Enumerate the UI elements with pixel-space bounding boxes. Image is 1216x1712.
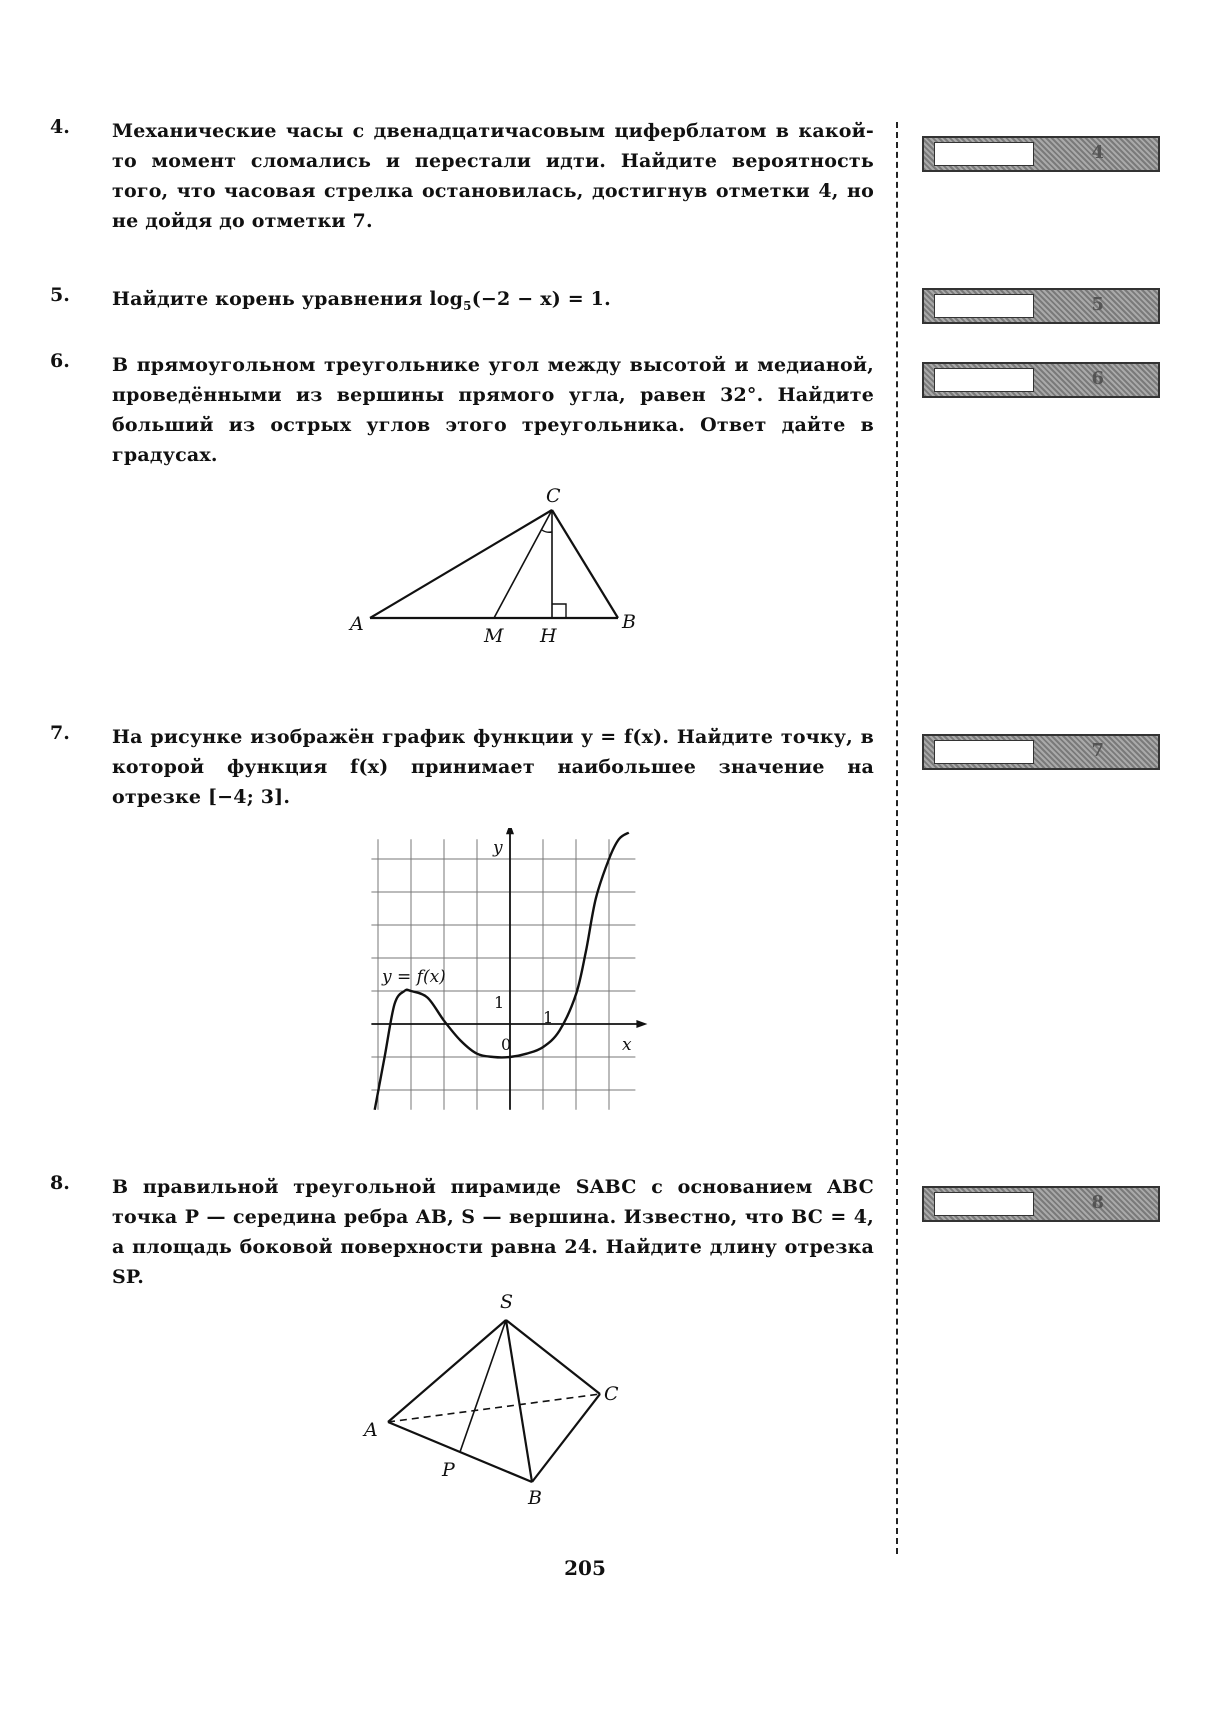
problem-text: На рисунке изображён график функции y = f(x). Найдите точку, в которой функция f(x) принимает наибольшее значение на отрезке [−4; 3]. — [112, 726, 874, 808]
answer-box-5[interactable] — [922, 288, 1160, 324]
problem-number: 8. — [50, 1172, 70, 1194]
answer-tag: 5 — [1091, 294, 1104, 315]
label-s: S — [500, 1291, 514, 1313]
answer-field[interactable] — [934, 294, 1034, 318]
right-angle-mark — [552, 604, 566, 618]
answer-tag: 8 — [1091, 1192, 1104, 1213]
text-suffix: (−2 − x) = 1. — [471, 288, 611, 310]
label-c: C — [546, 485, 561, 507]
side-ac — [370, 510, 552, 618]
tick-label-x-1: 1 — [543, 1008, 554, 1027]
problem-number: 7. — [50, 722, 70, 744]
answer-box-8[interactable] — [922, 1186, 1160, 1222]
answer-field[interactable] — [934, 142, 1034, 166]
answer-tag: 6 — [1091, 368, 1104, 389]
label-a: A — [364, 1419, 378, 1441]
label-h: H — [540, 625, 557, 647]
triangle-figure — [340, 480, 660, 650]
edge-sb — [506, 1320, 532, 1482]
page-number: 205 — [564, 1556, 606, 1580]
problem-text: Механические часы с двенадцатичасовым циферблатом в какой-то момент сломались и перестали идти. Найдите вероятность того, что часовая стрелка остановилась, достигнув отметки 4, но не дойдя до отметки 7. — [112, 120, 874, 232]
label-a: A — [350, 613, 364, 635]
edge-bc — [532, 1394, 600, 1482]
problem-number: 5. — [50, 284, 70, 306]
function-graph — [360, 828, 660, 1128]
side-cb — [552, 510, 618, 618]
answer-field[interactable] — [934, 368, 1034, 392]
x-axis-label: x — [622, 1035, 632, 1055]
label-p: P — [442, 1459, 455, 1481]
problem-text — [112, 284, 874, 321]
function-label: y = f(x) — [382, 967, 446, 987]
answer-tag: 4 — [1091, 142, 1104, 163]
answer-tag: 7 — [1091, 740, 1104, 761]
label-m: M — [484, 625, 504, 647]
edge-ac-hidden — [388, 1394, 600, 1422]
answer-box-6[interactable] — [922, 362, 1160, 398]
x-axis-arrow — [636, 1020, 647, 1028]
text-prefix: Найдите корень уравнения log — [112, 288, 464, 310]
cut-line — [896, 122, 898, 1554]
label-b: B — [622, 611, 636, 633]
problem-text: В прямоугольном треугольнике угол между высотой и медианой, проведёнными из вершины прямого угла, равен 32°. Найдите больший из острых углов этого треугольника. Ответ дайте в градусах. — [112, 354, 874, 466]
label-b: B — [528, 1487, 542, 1509]
problem-text: В правильной треугольной пирамиде SABC с основанием ABC точка P — середина ребра AB, S — вершина. Известно, что BC = 4, а площадь боковой поверхности равна 24. Найдите длину отрезка SP. — [112, 1176, 874, 1288]
y-axis-arrow — [506, 828, 514, 834]
label-c: C — [604, 1383, 619, 1405]
answer-field[interactable] — [934, 1192, 1034, 1216]
answer-field[interactable] — [934, 740, 1034, 764]
edge-sc — [506, 1320, 600, 1394]
answer-box-7[interactable] — [922, 734, 1160, 770]
tick-label-y-1: 1 — [494, 993, 505, 1012]
pyramid-figure — [360, 1290, 640, 1510]
problem-number: 4. — [50, 116, 70, 138]
answer-box-4[interactable] — [922, 136, 1160, 172]
origin-label: 0 — [501, 1035, 512, 1054]
log-base: 5 — [463, 298, 472, 313]
angle-arc — [542, 530, 552, 532]
y-axis-label: y — [493, 838, 503, 858]
problem-number: 6. — [50, 350, 70, 372]
